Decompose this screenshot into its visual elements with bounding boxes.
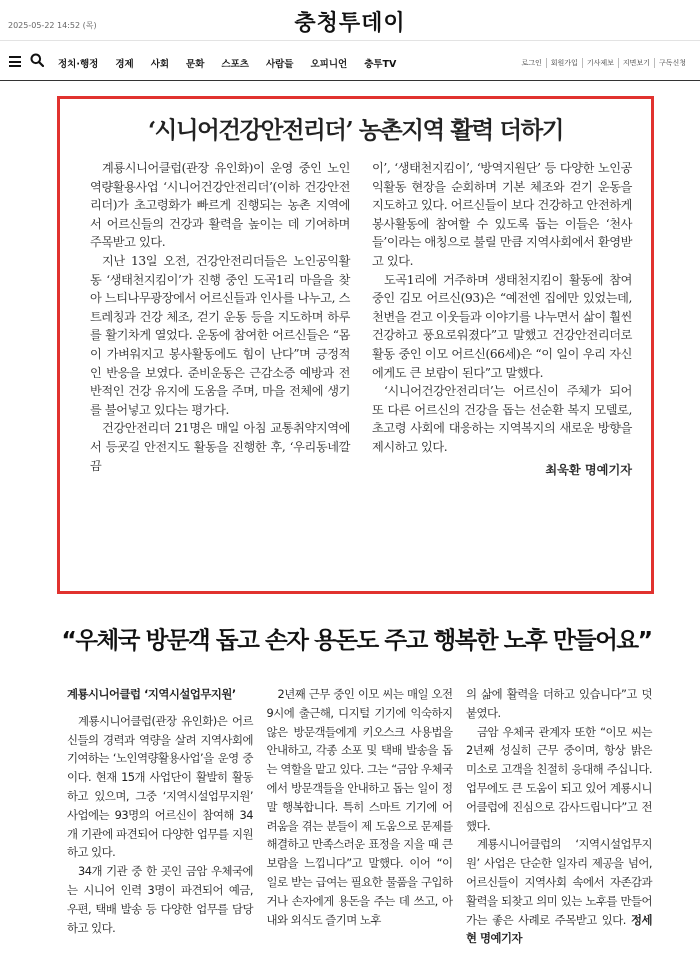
article-2-column-3 xyxy=(466,685,652,948)
paragraph xyxy=(466,835,652,948)
paragraph: 의 삶에 활력을 더하고 있습니다”고 덧붙였다. xyxy=(466,687,652,720)
paragraph: 2년째 근무 중인 이모 씨는 매일 오전 9시에 출근해, 디지털 기기에 익숙하지 않은 방문객들에게 키오스크 사용법을 안내하고, 각종 소포 및 택배 발송을 돕는 역할을 맡고 있다. 그는 “금암 우체국에서 방문객들을 안내하고 돕는 일이 정말 행복합니다. 특히 스마트 기기에 어려움을 겪는 분들이 제 도움으로 문제를 해결하고 만족스러운 표정을 지을 때 큰 보람을 느낍니다”고 말했다. 이어 “이 일로 받는 급여는 필요한 물품을 구입하거나 손자에게 용돈을 주는 데 쓰고, 아내와 외식도 즐기며 노후 xyxy=(266,687,453,927)
menu-item-sports[interactable]: 스포츠 xyxy=(221,59,249,70)
menu-item-people[interactable]: 사람들 xyxy=(265,59,294,70)
article-2-body xyxy=(67,685,652,948)
article-2-column-2 xyxy=(267,685,453,948)
article-2-subhead: 계룡시니어클럽 ‘지역시설업무지원’ xyxy=(67,687,236,701)
paragraph: 건강안전리더 21명은 매일 아침 교통취약지역에서 등굣길 안전지도 활동을 진행한 후, ‘우리동네깔끔 xyxy=(90,421,350,473)
paragraph: ‘시니어건강안전리더’는 어르신이 주체가 되어 또 다른 어르신의 건강을 돕는 선순환 복지 모델로, 초고령 사회에 대응하는 지역복지의 새로운 방향을 제시하고 있다. xyxy=(372,384,632,454)
paragraph-text: 계룡시니어클럽의 ‘지역시설업무지원’ 사업은 단순한 일자리 제공을 넘어, 어르신들이 지역사회 속에서 자존감과 활력을 되찾고 의미 있는 노후를 만들어 가는 좋은 사례로 주목받고 있다. xyxy=(466,837,652,927)
menu-item-tv[interactable]: 충투TV xyxy=(364,59,397,70)
site-logo[interactable]: 충청투데이 xyxy=(294,11,406,36)
menu-item-culture[interactable]: 문화 xyxy=(186,59,205,70)
util-links xyxy=(517,58,690,68)
article-2-byline: 정세현 명예기자 xyxy=(466,912,652,946)
paragraph: 지난 13일 오전, 건강안전리더들은 노인공익활동 ‘생태천지킴이’가 진행 중인 도곡1리 마을을 찾아 느티나무광장에서 어르신들과 인사를 나누고, 스트레칭과 건강 체조, 걷기 운동 등을 지도하며 하루를 활기차게 열었다. 운동에 참여한 어르신들은 “몸이 가벼워지고 봉사활동에도 힘이 난다”며 긍정적인 반응을 보였다. 준비운동은 근감소증 예방과 전반적인 건강 유지에 도움을 주며, 마을 전체에 생기를 불어넣고 있다는 평가다. xyxy=(90,253,350,417)
report-link[interactable]: 기사제보 xyxy=(582,58,618,68)
paper-view-link[interactable]: 지면보기 xyxy=(618,58,654,68)
date-label: 2025-05-22 14:52 (목) xyxy=(8,21,97,30)
signup-link[interactable]: 회원가입 xyxy=(546,58,582,68)
logo-divider xyxy=(0,40,700,41)
article-2-column-1 xyxy=(67,685,253,948)
nav-bar xyxy=(0,48,700,78)
subscribe-link[interactable]: 구독신청 xyxy=(654,58,690,68)
paragraph: 금암 우체국 관계자 또한 “이모 씨는 2년째 성실히 근무 중이며, 항상 밝은 미소로 고객을 친절히 응대해 주십니다. 업무에도 큰 도움이 되고 있어 계룡시니어클럽에 진심으로 감사드립니다”고 전했다. xyxy=(466,724,652,833)
paragraph: 계룡시니어클럽(관장 유인화)은 어르신들의 경력과 역량을 살려 지역사회에 기여하는 ‘노인역량활용사업’을 운영 중이다. 현재 15개 사업단이 활발히 활동하고 있으며, 그중 ‘지역시설업무지원’ 사업에는 93명의 어르신이 참여해 34개 기관에 파견되어 다양한 업무를 지원하고 있다. xyxy=(67,713,253,860)
paragraph: 계룡시니어클럽(관장 유인화)이 운영 중인 노인역량활용사업 ‘시니어건강안전리더’(이하 건강안전리더)가 초고령화가 빠르게 진행되는 농촌 지역에서 어르신들의 건강과 활력을 높이는 데 기여하며 주목받고 있다. xyxy=(90,161,350,250)
menu-icon[interactable] xyxy=(9,56,21,67)
article-1-column-1 xyxy=(90,159,350,479)
article-2-headline: “우체국 방문객 돕고 손자 용돈도 주고 행복한 노후 만들어요” xyxy=(61,626,652,654)
nav-divider xyxy=(0,80,700,81)
paragraph: 도곡1리에 거주하며 생태천지킴이 활동에 참여 중인 김모 어르신(93)은 “예전엔 집에만 있었는데, 천변을 걷고 이웃들과 이야기를 나누면서 삶이 훨씬 건강하고 풍요로워졌다”고 말했고 건강안전리더로 활동 중인 이모 어르신(66세)은 “이 일이 우리 자신에게도 큰 보람이 된다”고 말했다. xyxy=(372,272,632,380)
main-menu xyxy=(58,56,413,70)
article-1-column-2 xyxy=(372,159,632,479)
login-link[interactable]: 로그인 xyxy=(521,59,542,67)
menu-item-politics[interactable]: 정치·행정 xyxy=(58,59,99,70)
menu-item-economy[interactable]: 경제 xyxy=(115,59,134,70)
paragraph: 34개 기관 중 한 곳인 금암 우체국에는 시니어 인력 3명이 파견되어 예금, 우편, 택배 발송 등 다양한 업무를 담당하고 있다. xyxy=(67,864,253,935)
menu-item-opinion[interactable]: 오피니언 xyxy=(310,59,348,70)
article-1-byline: 최욱환 명예기자 xyxy=(545,462,632,477)
paragraph: 이’, ‘생태천지킴이’, ‘방역지원단’ 등 다양한 노인공익활동 현장을 순회하며 기본 체조와 걷기 운동을 지도하고 있다. 어르신들이 보다 건강하고 안전하게 봉사활동에 참여할 수 있도록 돕는 이들은 ‘천사들’이라는 애칭으로 불릴 만큼 지역사회에서 환영받고 있다. xyxy=(372,161,632,268)
search-icon[interactable] xyxy=(30,53,44,67)
article-1-body xyxy=(90,159,632,479)
article-clipping-2 xyxy=(55,607,658,978)
article-1-headline: ‘시니어건강안전리더’ 농촌지역 활력 더하기 xyxy=(147,116,564,144)
article-clipping-1 xyxy=(57,96,654,594)
menu-item-society[interactable]: 사회 xyxy=(150,59,170,70)
